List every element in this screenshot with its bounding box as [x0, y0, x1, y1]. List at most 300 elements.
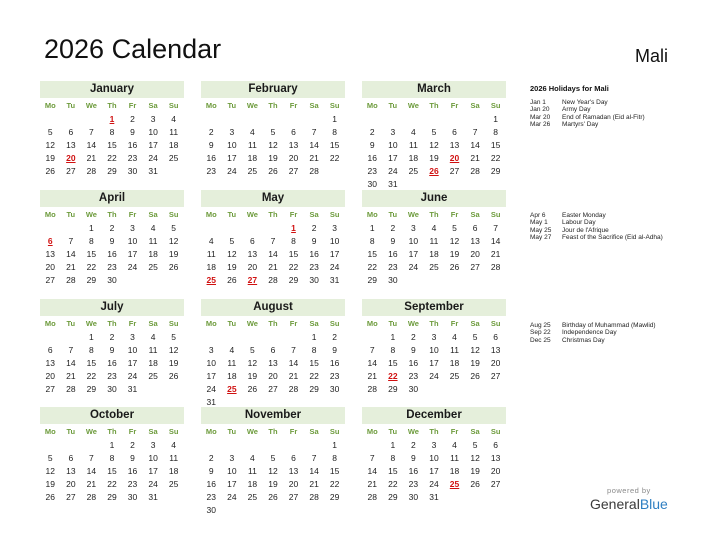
- day-cell: 6: [452, 127, 457, 137]
- day-cell: 1: [332, 114, 338, 124]
- day-cell: 1: [89, 332, 94, 342]
- weekday-label: Sa: [148, 210, 158, 219]
- day-cell: 19: [268, 479, 278, 489]
- day-cell: 20: [288, 479, 299, 489]
- day-cell: 29: [86, 384, 97, 394]
- day-cell: 16: [329, 358, 340, 368]
- empty-cell: [362, 439, 383, 452]
- weekday-label: Th: [107, 427, 117, 436]
- brand-logo: [590, 486, 668, 512]
- day-cell: 3: [431, 440, 437, 450]
- day-cell: 2: [130, 114, 135, 124]
- month-header: January: [40, 81, 184, 98]
- month-may: [201, 190, 345, 287]
- day-cell: 23: [329, 371, 340, 381]
- day-cell: 26: [168, 262, 179, 272]
- day-cell: 19: [45, 479, 56, 489]
- day-cell: 26: [247, 384, 258, 394]
- day-cell: 15: [86, 358, 97, 368]
- day-cell: 18: [168, 466, 179, 476]
- day-cell: 4: [150, 223, 156, 233]
- day-cell: 9: [411, 345, 416, 355]
- day-cell: 19: [470, 358, 480, 368]
- weekday-label: Th: [268, 319, 278, 328]
- day-cell: 20: [45, 371, 56, 381]
- day-cell: 15: [388, 466, 398, 476]
- weekday-label: Su: [490, 319, 501, 328]
- day-cell: 7: [369, 345, 375, 355]
- day-cell: 13: [490, 453, 501, 463]
- empty-cell: [40, 439, 61, 452]
- day-cell: 15: [288, 249, 299, 259]
- day-cell: 27: [490, 479, 501, 489]
- day-cell: 18: [429, 249, 439, 259]
- weekday-label: Su: [490, 101, 501, 110]
- day-cell: 15: [309, 358, 319, 368]
- empty-cell: [263, 439, 284, 452]
- month-october: [40, 407, 184, 504]
- empty-cell: [61, 439, 82, 452]
- day-cell: 9: [332, 345, 338, 355]
- weekday-row: [40, 100, 184, 111]
- day-cell: 23: [107, 262, 117, 272]
- day-cell: 9: [109, 345, 115, 355]
- day-cell: 1: [390, 332, 396, 342]
- day-cell: 22: [490, 153, 501, 163]
- weekday-label: Th: [268, 210, 278, 219]
- empty-cell: [304, 439, 325, 452]
- weekday-label: Su: [168, 427, 179, 436]
- empty-cell: [81, 113, 102, 126]
- day-cell: 20: [268, 371, 278, 381]
- weekday-label: Th: [429, 427, 439, 436]
- weekday-row: [201, 100, 345, 111]
- weekday-label: Mo: [44, 101, 56, 110]
- day-cell: 5: [171, 223, 177, 233]
- holiday-name: End of Ramadan (Eid al-Fitr): [562, 113, 645, 121]
- weekday-label: Tu: [66, 427, 76, 436]
- day-cell: 12: [45, 140, 56, 150]
- day-cell: 13: [288, 140, 299, 150]
- day-cell: 22: [107, 153, 117, 163]
- day-cell: 1: [311, 332, 317, 342]
- day-cell: 17: [148, 140, 158, 150]
- day-cell: 18: [247, 153, 258, 163]
- day-grid: [40, 222, 184, 287]
- day-cell: 9: [411, 453, 416, 463]
- day-cell: 13: [45, 249, 56, 259]
- month-august: [201, 299, 345, 409]
- day-cell: 30: [408, 492, 419, 502]
- day-cell: 25: [247, 492, 258, 502]
- month-december: [362, 407, 506, 504]
- day-cell: 13: [490, 345, 501, 355]
- day-cell: 23: [127, 153, 138, 163]
- day-cell: 12: [429, 140, 439, 150]
- day-cell: 12: [470, 345, 480, 355]
- weekday-label: Tu: [227, 210, 237, 219]
- weekday-label: Th: [268, 427, 278, 436]
- day-cell: 24: [127, 262, 138, 272]
- month-april: [40, 190, 184, 287]
- holiday-item: [530, 114, 705, 121]
- month-header: August: [201, 299, 345, 316]
- day-cell: 15: [86, 249, 97, 259]
- weekday-label: We: [407, 210, 419, 219]
- empty-cell: [242, 113, 263, 126]
- day-cell: 29: [329, 492, 340, 502]
- weekday-label: Su: [329, 427, 340, 436]
- weekday-label: We: [407, 427, 419, 436]
- weekday-label: Sa: [470, 427, 480, 436]
- day-cell: 18: [227, 371, 237, 381]
- day-cell: 2: [411, 332, 416, 342]
- day-cell: 28: [367, 384, 378, 394]
- day-cell: 27: [66, 492, 76, 502]
- day-cell: 8: [390, 345, 396, 355]
- weekday-label: Fr: [450, 427, 459, 436]
- day-cell: 8: [369, 236, 375, 246]
- day-cell: 11: [408, 140, 418, 150]
- day-cell: 26: [168, 371, 179, 381]
- day-cell: 2: [130, 440, 135, 450]
- day-cell: 5: [452, 223, 457, 233]
- weekday-label: We: [246, 101, 258, 110]
- holiday-item: [530, 219, 705, 226]
- day-cell: 21: [66, 262, 76, 272]
- weekday-label: Mo: [205, 319, 217, 328]
- day-cell: 21: [470, 153, 480, 163]
- day-cell: 7: [369, 453, 375, 463]
- day-cell: 9: [130, 453, 135, 463]
- day-cell: 2: [208, 453, 214, 463]
- day-cell: 30: [206, 505, 217, 515]
- day-cell: 30: [127, 492, 138, 502]
- day-cell: 4: [171, 440, 177, 450]
- day-cell: 21: [309, 479, 319, 489]
- holiday-item: [530, 322, 705, 329]
- weekday-label: Tu: [388, 427, 398, 436]
- day-cell: 8: [89, 236, 94, 246]
- day-cell: 7: [68, 345, 74, 355]
- day-cell: 14: [470, 140, 480, 150]
- empty-cell: [283, 113, 304, 126]
- holiday-day-cell: 25: [206, 275, 217, 285]
- day-cell: 22: [107, 479, 117, 489]
- weekday-row: [362, 318, 506, 329]
- day-cell: 5: [47, 127, 53, 137]
- day-cell: 11: [247, 466, 257, 476]
- day-cell: 27: [490, 371, 501, 381]
- empty-cell: [201, 331, 222, 344]
- day-cell: 3: [130, 223, 135, 233]
- weekday-label: Fr: [128, 210, 137, 219]
- day-cell: 3: [150, 114, 156, 124]
- day-cell: 10: [429, 345, 439, 355]
- day-grid: [40, 113, 184, 178]
- day-cell: 10: [227, 140, 237, 150]
- holiday-date: Mar 20: [530, 113, 551, 121]
- weekday-label: We: [85, 319, 97, 328]
- day-cell: 12: [268, 140, 278, 150]
- day-cell: 4: [452, 332, 457, 342]
- day-cell: 7: [89, 453, 94, 463]
- month-header: July: [40, 299, 184, 316]
- day-cell: 25: [168, 479, 179, 489]
- day-cell: 7: [311, 453, 317, 463]
- day-cell: 10: [429, 453, 439, 463]
- holiday-name: Martyrs' Day: [562, 121, 599, 129]
- empty-cell: [242, 331, 263, 344]
- holiday-name: Feast of the Sacrifice (Eid al-Adha): [562, 234, 663, 242]
- day-cell: 23: [127, 479, 138, 489]
- empty-cell: [242, 439, 263, 452]
- holiday-name: Labour Day: [562, 219, 596, 227]
- holiday-item: [530, 227, 705, 234]
- day-grid: [362, 331, 506, 396]
- weekday-label: We: [246, 319, 258, 328]
- day-cell: 19: [449, 249, 460, 259]
- empty-cell: [362, 331, 383, 344]
- day-cell: 13: [45, 358, 56, 368]
- day-cell: 2: [390, 223, 396, 233]
- day-cell: 4: [150, 332, 156, 342]
- powered-by-text: powered by: [607, 486, 651, 495]
- day-cell: 23: [309, 262, 319, 272]
- day-cell: 8: [493, 127, 499, 137]
- day-cell: 10: [127, 345, 138, 355]
- day-cell: 10: [148, 127, 158, 137]
- day-cell: 2: [311, 223, 317, 233]
- day-cell: 3: [150, 440, 156, 450]
- weekday-label: Fr: [128, 101, 137, 110]
- day-cell: 28: [86, 492, 97, 502]
- day-cell: 26: [268, 166, 278, 176]
- holiday-day-cell: 20: [66, 153, 76, 163]
- day-cell: 11: [169, 127, 179, 137]
- day-cell: 13: [268, 358, 278, 368]
- day-cell: 26: [449, 262, 460, 272]
- day-cell: 2: [411, 440, 416, 450]
- weekday-label: Tu: [388, 210, 398, 219]
- day-cell: 21: [309, 153, 319, 163]
- empty-cell: [201, 439, 222, 452]
- day-cell: 29: [86, 275, 97, 285]
- weekday-label: Su: [168, 319, 179, 328]
- day-cell: 19: [45, 153, 56, 163]
- holiday-date: Aug 25: [530, 322, 551, 329]
- weekday-label: Mo: [205, 101, 217, 110]
- day-cell: 22: [288, 262, 299, 272]
- day-cell: 30: [107, 275, 117, 285]
- day-cell: 22: [367, 262, 378, 272]
- day-cell: 7: [68, 236, 74, 246]
- day-cell: 16: [408, 358, 419, 368]
- weekday-label: Su: [490, 210, 501, 219]
- weekday-label: Sa: [470, 101, 480, 110]
- day-cell: 27: [66, 166, 76, 176]
- day-cell: 23: [408, 479, 419, 489]
- month-header: October: [40, 407, 184, 424]
- day-cell: 5: [472, 332, 478, 342]
- empty-cell: [201, 222, 222, 235]
- holiday-group-1: [530, 99, 705, 129]
- day-cell: 8: [291, 236, 296, 246]
- empty-cell: [242, 222, 263, 235]
- day-cell: 6: [270, 345, 276, 355]
- day-cell: 6: [250, 236, 255, 246]
- weekday-label: Tu: [66, 210, 76, 219]
- day-cell: 25: [408, 166, 419, 176]
- day-cell: 28: [268, 275, 278, 285]
- day-cell: 14: [309, 466, 319, 476]
- day-cell: 1: [390, 440, 396, 450]
- day-cell: 19: [227, 262, 237, 272]
- month-header: September: [362, 299, 506, 316]
- day-cell: 30: [329, 384, 340, 394]
- month-march: [362, 81, 506, 191]
- weekday-label: Su: [329, 101, 340, 110]
- weekday-label: Mo: [366, 319, 378, 328]
- holiday-name: Christmas Day: [562, 336, 605, 344]
- day-cell: 24: [227, 166, 237, 176]
- weekday-label: Sa: [470, 210, 480, 219]
- day-cell: 8: [332, 453, 338, 463]
- day-cell: 29: [367, 275, 378, 285]
- day-cell: 4: [250, 453, 255, 463]
- day-cell: 10: [206, 358, 217, 368]
- day-cell: 1: [493, 114, 499, 124]
- empty-cell: [362, 113, 383, 126]
- day-cell: 3: [130, 332, 135, 342]
- empty-cell: [222, 222, 243, 235]
- day-cell: 13: [66, 466, 76, 476]
- day-cell: 3: [229, 453, 235, 463]
- day-cell: 20: [490, 358, 501, 368]
- holiday-day-cell: 25: [227, 384, 237, 394]
- empty-cell: [40, 113, 61, 126]
- day-cell: 3: [431, 332, 437, 342]
- weekday-label: Mo: [366, 210, 378, 219]
- holiday-day-cell: 22: [388, 371, 398, 381]
- day-cell: 10: [148, 453, 158, 463]
- day-cell: 2: [109, 332, 115, 342]
- day-cell: 16: [408, 466, 419, 476]
- holiday-name: Army Day: [562, 106, 591, 114]
- weekday-label: Tu: [227, 101, 237, 110]
- weekday-row: [40, 209, 184, 220]
- day-cell: 6: [472, 223, 478, 233]
- day-cell: 11: [148, 236, 158, 246]
- day-cell: 25: [148, 371, 158, 381]
- page-title: 2026 Calendar: [44, 34, 222, 64]
- day-cell: 19: [268, 153, 278, 163]
- day-cell: 18: [148, 249, 158, 259]
- day-cell: 13: [66, 140, 76, 150]
- day-cell: 2: [109, 223, 115, 233]
- day-cell: 14: [288, 358, 299, 368]
- weekday-label: Sa: [148, 319, 158, 328]
- day-cell: 13: [449, 140, 460, 150]
- day-cell: 25: [247, 166, 258, 176]
- month-header: November: [201, 407, 345, 424]
- month-september: [362, 299, 506, 396]
- day-cell: 18: [408, 153, 419, 163]
- empty-cell: [383, 113, 404, 126]
- day-cell: 3: [332, 223, 338, 233]
- day-cell: 20: [288, 153, 299, 163]
- month-header: December: [362, 407, 506, 424]
- month-january: [40, 81, 184, 178]
- weekday-label: Fr: [450, 101, 459, 110]
- day-cell: 6: [493, 332, 499, 342]
- day-cell: 8: [109, 127, 115, 137]
- day-cell: 20: [66, 479, 76, 489]
- empty-cell: [40, 331, 61, 344]
- empty-cell: [283, 331, 304, 344]
- day-cell: 6: [68, 127, 74, 137]
- day-cell: 4: [452, 440, 457, 450]
- day-cell: 12: [470, 453, 480, 463]
- day-grid: [201, 113, 345, 178]
- weekday-row: [201, 318, 345, 329]
- month-header: June: [362, 190, 506, 207]
- day-cell: 12: [227, 249, 237, 259]
- day-cell: 13: [288, 466, 299, 476]
- weekday-label: We: [407, 319, 419, 328]
- day-cell: 27: [288, 492, 299, 502]
- day-cell: 16: [309, 249, 319, 259]
- day-cell: 1: [109, 440, 115, 450]
- day-cell: 6: [291, 127, 296, 137]
- day-cell: 10: [127, 236, 138, 246]
- month-november: [201, 407, 345, 517]
- day-cell: 22: [329, 153, 340, 163]
- day-cell: 20: [470, 249, 480, 259]
- day-cell: 9: [109, 236, 115, 246]
- empty-cell: [222, 113, 243, 126]
- day-cell: 16: [206, 153, 217, 163]
- empty-cell: [263, 113, 284, 126]
- day-cell: 30: [107, 384, 117, 394]
- day-cell: 28: [367, 492, 378, 502]
- weekday-label: Mo: [205, 210, 217, 219]
- day-cell: 22: [86, 371, 97, 381]
- day-cell: 17: [227, 479, 237, 489]
- day-cell: 24: [329, 262, 340, 272]
- day-cell: 15: [329, 140, 340, 150]
- day-cell: 11: [450, 345, 459, 355]
- day-cell: 28: [309, 492, 319, 502]
- empty-cell: [263, 331, 284, 344]
- day-grid: [362, 222, 506, 287]
- day-cell: 31: [148, 492, 158, 502]
- holiday-item: [530, 234, 705, 241]
- day-cell: 21: [288, 371, 299, 381]
- holiday-date: May 27: [530, 234, 552, 242]
- day-cell: 17: [388, 153, 398, 163]
- weekday-label: We: [85, 427, 97, 436]
- weekday-label: Su: [329, 319, 340, 328]
- weekday-label: Tu: [66, 101, 76, 110]
- day-cell: 31: [429, 492, 439, 502]
- holiday-name: Easter Monday: [562, 212, 606, 219]
- weekday-label: Sa: [148, 101, 158, 110]
- day-cell: 31: [206, 397, 217, 407]
- country-name: Mali: [634, 46, 668, 66]
- empty-cell: [61, 113, 82, 126]
- month-july: [40, 299, 184, 396]
